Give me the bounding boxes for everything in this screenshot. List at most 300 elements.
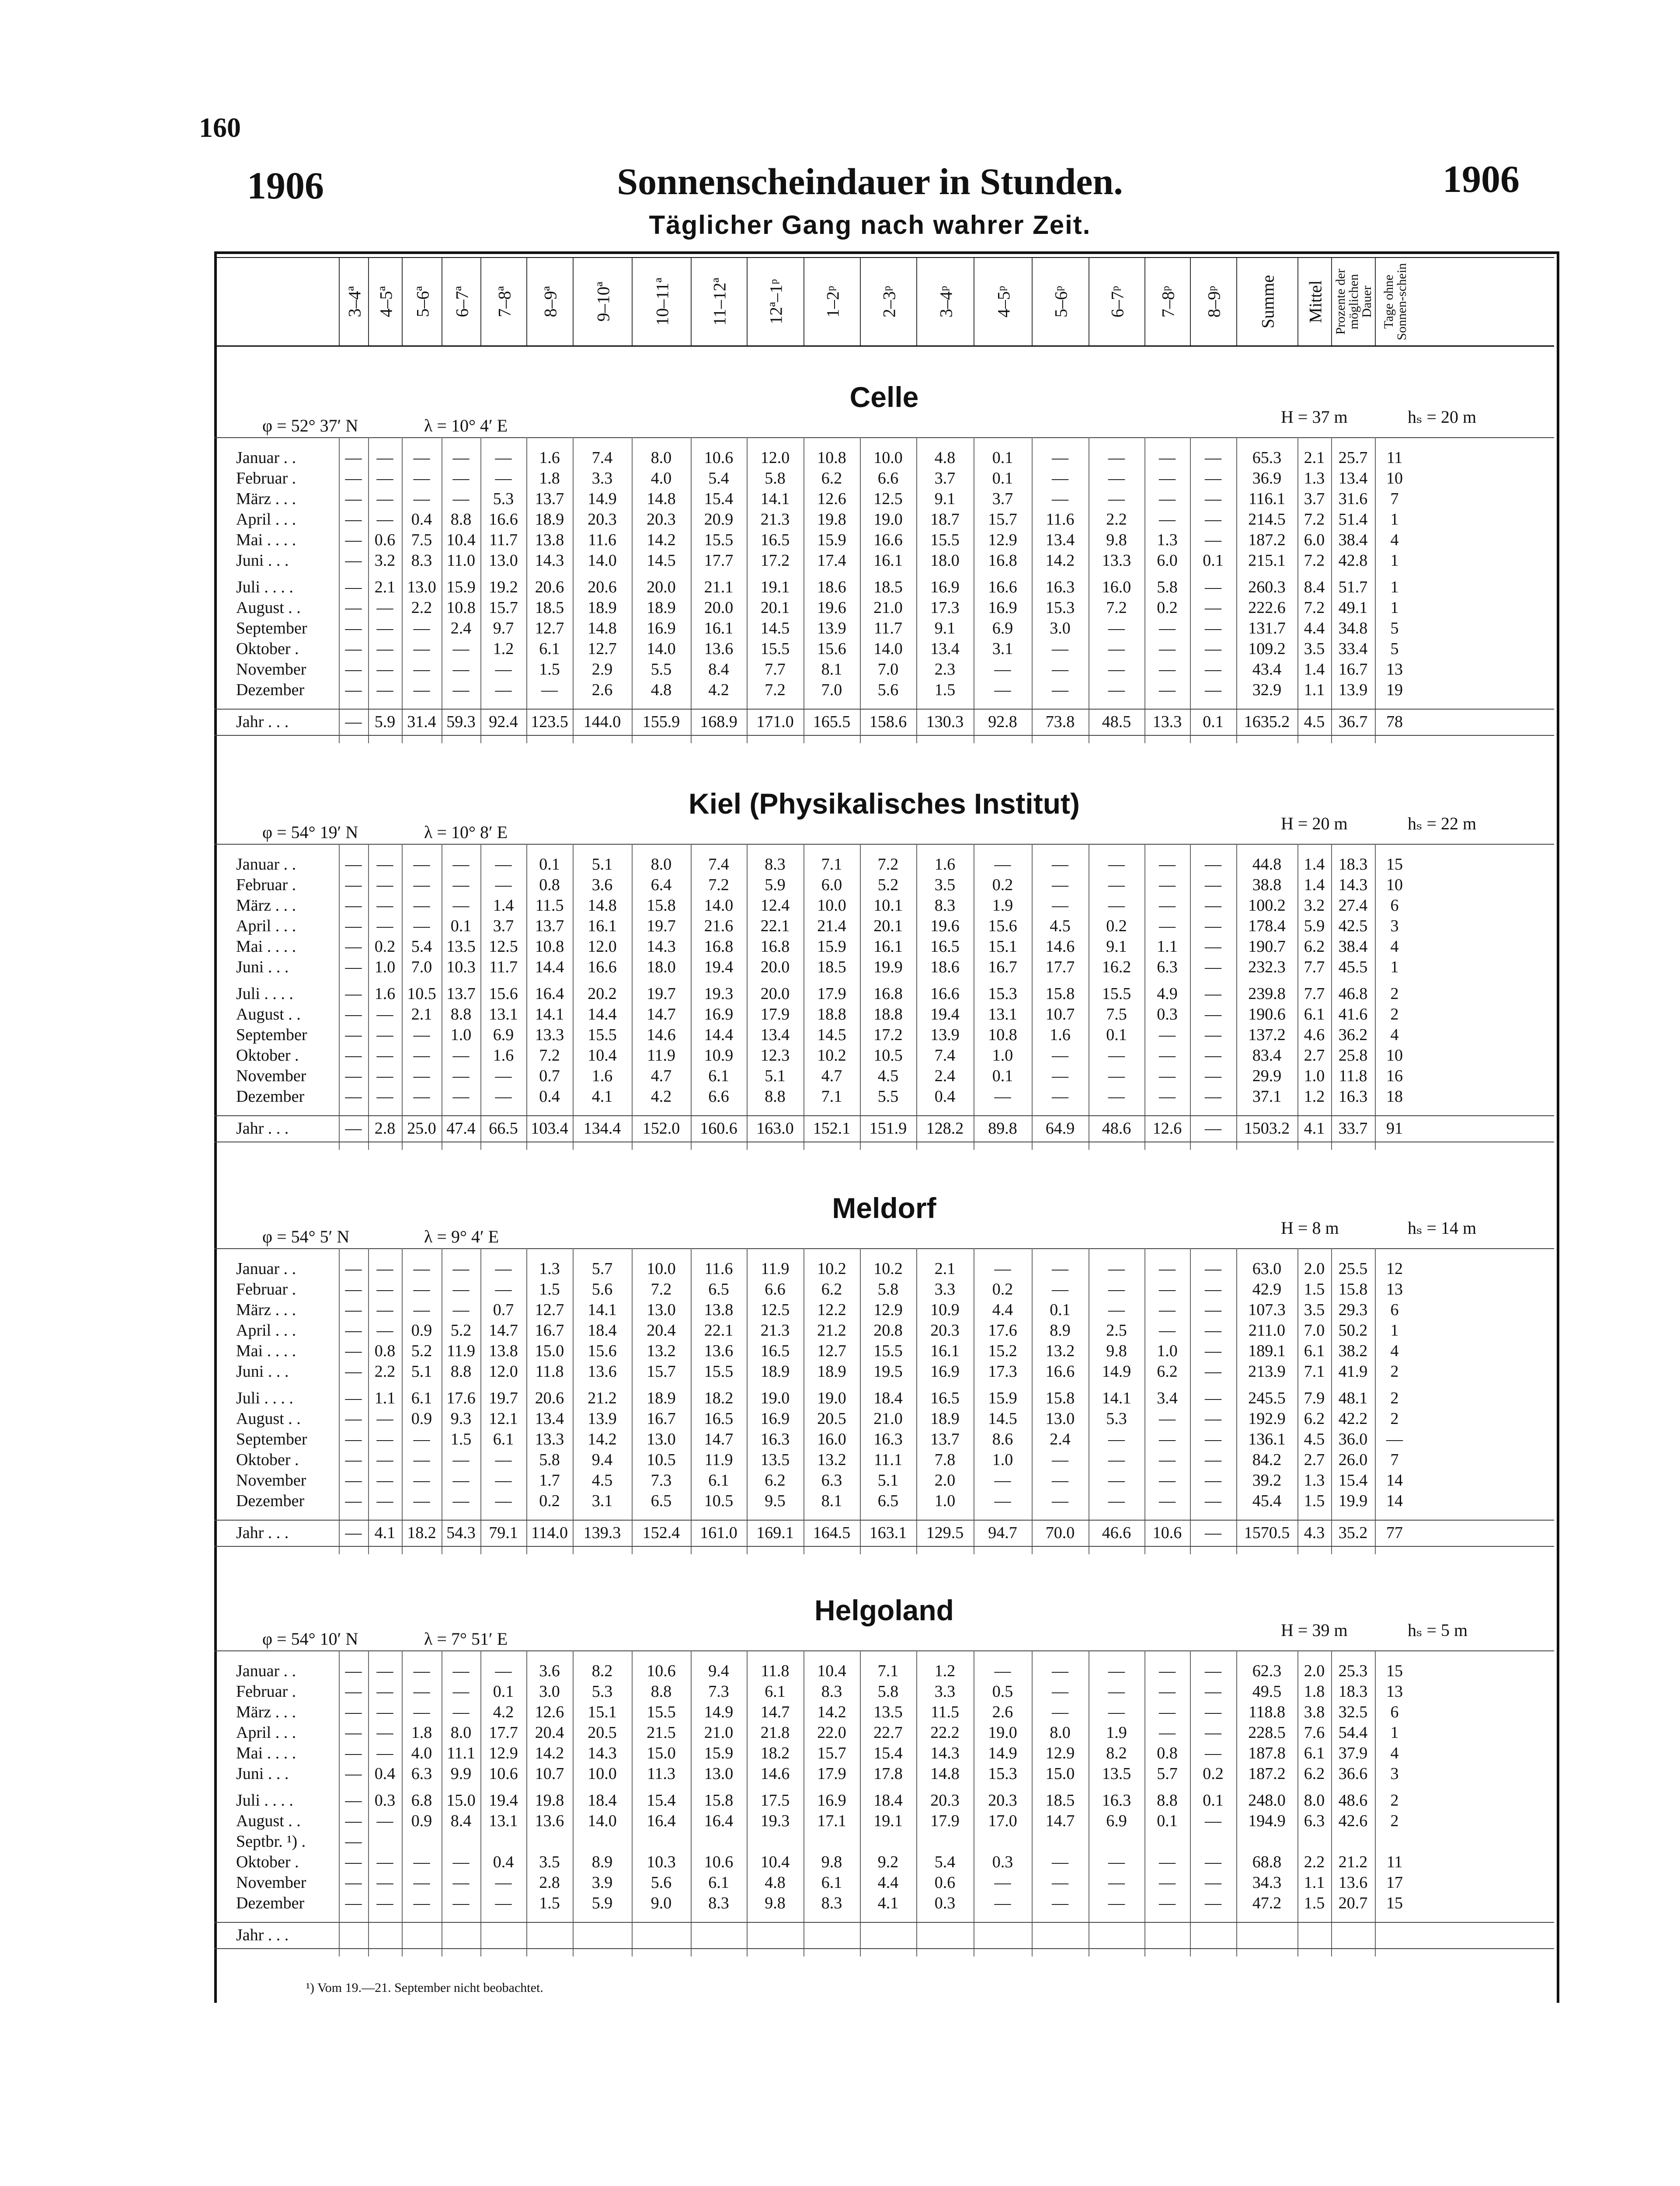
total-rule bbox=[214, 1922, 1554, 1923]
month-row-value: 11.8 bbox=[761, 1662, 790, 1680]
month-row-value: 13.3 bbox=[535, 1430, 564, 1448]
month-row-value: 13.2 bbox=[647, 1342, 676, 1360]
month-row-value: 5.8 bbox=[877, 1682, 899, 1701]
month-row-value: 15.9 bbox=[704, 1744, 734, 1762]
month-row-value: — bbox=[345, 958, 362, 976]
month-row-value: 17.7 bbox=[489, 1723, 518, 1742]
month-row-value: — bbox=[345, 1410, 362, 1428]
month-row-value: — bbox=[452, 1301, 470, 1319]
month-row-value: 14.5 bbox=[647, 551, 676, 570]
month-row-value: 1.5 bbox=[1304, 1894, 1325, 1912]
year-total-row-value: 0.1 bbox=[1203, 713, 1224, 731]
month-row-value: 1.6 bbox=[493, 1046, 514, 1065]
month-row-value: 245.5 bbox=[1248, 1389, 1286, 1407]
month-row-value: 2.0 bbox=[1304, 1260, 1325, 1278]
month-row-value: 1 bbox=[1390, 599, 1399, 617]
month-row-value: 16.5 bbox=[930, 1389, 960, 1407]
month-row-value: 15.1 bbox=[988, 937, 1017, 956]
month-row-value: 1.6 bbox=[934, 855, 956, 874]
year-total-row-label: Jahr . . . bbox=[236, 1524, 289, 1542]
month-row-value: 20.0 bbox=[760, 985, 790, 1003]
month-row-value: — bbox=[413, 1046, 430, 1065]
month-row-value: — bbox=[376, 1087, 393, 1106]
month-row-value: — bbox=[1052, 469, 1068, 487]
month-row-value: — bbox=[452, 660, 470, 679]
month-row-value: — bbox=[495, 1087, 512, 1106]
month-row-value: — bbox=[413, 1301, 430, 1319]
month-row-value: — bbox=[1205, 1389, 1221, 1407]
month-row-value: 17.9 bbox=[760, 1005, 790, 1023]
month-row-value: 0.7 bbox=[493, 1301, 514, 1319]
month-row-value: 5.2 bbox=[877, 876, 899, 894]
month-row-value: 1.1 bbox=[1304, 1873, 1325, 1892]
year-total-row-value: — bbox=[1205, 1119, 1221, 1138]
month-row-value: 13.2 bbox=[1045, 1342, 1075, 1360]
month-row-value: 1.5 bbox=[539, 660, 560, 679]
month-row-value: — bbox=[1159, 896, 1176, 915]
month-row-value: — bbox=[495, 1873, 512, 1892]
month-row-value: 13.5 bbox=[1102, 1765, 1131, 1783]
month-row-value: — bbox=[1159, 660, 1176, 679]
column-header bbox=[1331, 258, 1376, 345]
month-row-value: — bbox=[1108, 1046, 1125, 1065]
year-total-row-value: 10.6 bbox=[1152, 1524, 1182, 1542]
month-row-label: Septbr. ¹) . bbox=[236, 1832, 306, 1851]
month-row-value: 4.1 bbox=[591, 1087, 613, 1106]
month-row-value: 7 bbox=[1390, 1451, 1399, 1469]
month-row-value: 1.1 bbox=[1304, 681, 1325, 699]
month-row-label: Februar . bbox=[236, 1682, 296, 1701]
month-row-value: 19.0 bbox=[873, 510, 903, 529]
month-row-value: 239.8 bbox=[1248, 985, 1286, 1003]
month-row-value: 6.8 bbox=[411, 1791, 432, 1810]
month-row-value: 187.8 bbox=[1248, 1744, 1286, 1762]
column-header bbox=[480, 258, 527, 345]
month-row-value: 19.4 bbox=[930, 1005, 960, 1023]
year-total-row-value: 78 bbox=[1386, 713, 1403, 731]
month-row-value: — bbox=[495, 449, 512, 467]
month-row-value: 8.1 bbox=[821, 1492, 842, 1510]
month-row-value: 38.2 bbox=[1338, 1342, 1368, 1360]
month-row-value: 19.3 bbox=[760, 1812, 790, 1830]
month-row-value: 9.5 bbox=[765, 1492, 786, 1510]
month-row-value: 8.0 bbox=[450, 1723, 472, 1742]
column-header bbox=[442, 258, 481, 345]
month-row-value: 4 bbox=[1390, 1744, 1399, 1762]
month-row-value: 4.7 bbox=[821, 1067, 842, 1085]
month-row-value: — bbox=[994, 855, 1011, 874]
month-row-value: 0.2 bbox=[1203, 1765, 1224, 1783]
month-row-value: 1.0 bbox=[992, 1046, 1013, 1065]
month-row-value: — bbox=[376, 1492, 393, 1510]
month-row-value: 13.3 bbox=[1102, 551, 1131, 570]
month-row-value: 14.1 bbox=[535, 1005, 564, 1023]
month-row-value: 7.2 bbox=[650, 1280, 672, 1298]
month-row-value: — bbox=[1159, 469, 1176, 487]
month-row-value: 9.1 bbox=[934, 619, 956, 637]
month-row-value: 6 bbox=[1390, 896, 1399, 915]
month-row-label: November bbox=[236, 660, 306, 679]
month-row-label: Juli . . . . bbox=[236, 578, 293, 596]
month-row-value: 11.9 bbox=[647, 1046, 676, 1065]
month-row-value: 4.8 bbox=[765, 1873, 786, 1892]
month-row-value: 14.5 bbox=[988, 1410, 1017, 1428]
column-header-label: 11–12ª bbox=[710, 278, 730, 326]
month-row-value: 20.3 bbox=[988, 1791, 1017, 1810]
month-row-value: 47.2 bbox=[1252, 1894, 1282, 1912]
month-row-value: 12.2 bbox=[817, 1301, 846, 1319]
month-row-value: 7.8 bbox=[934, 1451, 956, 1469]
month-row-value: 10.6 bbox=[704, 449, 734, 467]
month-row-value: 14.2 bbox=[588, 1430, 617, 1448]
month-row-value: 11.5 bbox=[535, 896, 564, 915]
month-row-value: — bbox=[413, 1087, 430, 1106]
month-row-value: — bbox=[541, 681, 558, 699]
month-row-value: 0.3 bbox=[934, 1894, 956, 1912]
month-row-value: 14.7 bbox=[760, 1703, 790, 1721]
station-latitude: φ = 52° 37′ N bbox=[262, 416, 358, 435]
footnote: ¹) Vom 19.—21. September nicht beobachtet. bbox=[306, 1981, 543, 1995]
month-row-value: — bbox=[376, 449, 393, 467]
month-row-value: 20.5 bbox=[588, 1723, 617, 1742]
month-row-value: 13.7 bbox=[446, 985, 476, 1003]
month-row-label: Oktober . bbox=[236, 1046, 299, 1065]
year-total-row-value: 13.3 bbox=[1152, 713, 1182, 731]
month-row-value: 20.6 bbox=[535, 1389, 564, 1407]
month-row-value: 8.3 bbox=[821, 1682, 842, 1701]
month-row-value: 4 bbox=[1390, 937, 1399, 956]
month-row-value: 4.4 bbox=[1304, 619, 1325, 637]
month-row-value: 10.9 bbox=[930, 1301, 960, 1319]
month-row-value: 16.7 bbox=[988, 958, 1017, 976]
month-row-value: 18.7 bbox=[930, 510, 960, 529]
month-row-value: 15.7 bbox=[647, 1362, 676, 1381]
column-header bbox=[1144, 258, 1191, 345]
month-row-value: 3.3 bbox=[934, 1682, 956, 1701]
year-total-row-value: 54.3 bbox=[446, 1524, 476, 1542]
month-row-value: — bbox=[452, 449, 470, 467]
month-row-value: 16.1 bbox=[704, 619, 734, 637]
month-row-value: 26.0 bbox=[1338, 1451, 1368, 1469]
month-row-value: 21.6 bbox=[704, 917, 734, 935]
column-header-label: 7–8ᵖ bbox=[1158, 285, 1178, 318]
month-row-label: Dezember bbox=[236, 681, 305, 699]
month-row-value: 16.3 bbox=[760, 1430, 790, 1448]
month-row-value: 4 bbox=[1390, 531, 1399, 549]
month-row-value: 1.2 bbox=[934, 1662, 956, 1680]
month-row-value: 8.3 bbox=[765, 855, 786, 874]
month-row-value: — bbox=[452, 1046, 470, 1065]
column-header-label: Tage ohne Sonnen-schein bbox=[1381, 263, 1409, 341]
month-row-value: — bbox=[376, 640, 393, 658]
month-row-value: — bbox=[994, 1260, 1011, 1278]
year-total-row-value: 31.4 bbox=[407, 713, 436, 731]
month-row-value: — bbox=[413, 1873, 430, 1892]
month-row-value: 10.6 bbox=[489, 1765, 518, 1783]
year-total-row-label: Jahr . . . bbox=[236, 1926, 289, 1944]
month-row-value: — bbox=[376, 510, 393, 529]
month-row-value: — bbox=[345, 1723, 362, 1742]
month-row-value: 2 bbox=[1390, 985, 1399, 1003]
column-header bbox=[747, 258, 804, 345]
month-row-value: 9.3 bbox=[450, 1410, 472, 1428]
month-row-value: 16.5 bbox=[760, 531, 790, 549]
month-row-value: 7.7 bbox=[1304, 985, 1325, 1003]
month-row-value: — bbox=[413, 640, 430, 658]
station-block bbox=[214, 1167, 1554, 1561]
month-row-value: 13.0 bbox=[1045, 1410, 1075, 1428]
month-row-value: 14.2 bbox=[647, 531, 676, 549]
month-row-label: Dezember bbox=[236, 1087, 305, 1106]
year-total-row-value: 169.1 bbox=[756, 1524, 794, 1542]
month-row-value: 5.9 bbox=[765, 876, 786, 894]
month-row-value: 14.0 bbox=[647, 640, 676, 658]
month-row-value: 5.8 bbox=[765, 469, 786, 487]
month-row-value: — bbox=[345, 876, 362, 894]
month-row-value: 9.4 bbox=[591, 1451, 613, 1469]
month-row-value: 18.2 bbox=[760, 1744, 790, 1762]
year-total-row-value: 4.3 bbox=[1304, 1524, 1325, 1542]
month-row-value: — bbox=[1159, 1430, 1176, 1448]
month-row-value: 10.4 bbox=[760, 1853, 790, 1871]
month-row-value: — bbox=[345, 660, 362, 679]
month-row-value: — bbox=[1108, 1703, 1125, 1721]
month-row-value: 6.1 bbox=[1304, 1744, 1325, 1762]
month-row-value: 14.8 bbox=[647, 490, 676, 508]
year-total-row-value: 73.8 bbox=[1045, 713, 1075, 731]
month-row-value: — bbox=[1052, 1682, 1068, 1701]
month-row-value: — bbox=[413, 1280, 430, 1298]
year-total-row-value: 35.2 bbox=[1338, 1524, 1368, 1542]
month-row-value: — bbox=[345, 619, 362, 637]
month-row-value: — bbox=[1205, 1046, 1221, 1065]
month-row-value: 18.5 bbox=[817, 958, 846, 976]
column-header-label: 9–10ª bbox=[593, 282, 613, 322]
month-row-value: 1.6 bbox=[374, 985, 396, 1003]
month-row-value: 43.4 bbox=[1252, 660, 1282, 679]
month-row-value: 8.4 bbox=[1304, 578, 1325, 596]
month-row-value: 10.4 bbox=[446, 531, 476, 549]
month-row-value: — bbox=[1159, 1682, 1176, 1701]
year-total-row-value: 1570.5 bbox=[1244, 1524, 1290, 1542]
month-row-value: — bbox=[1108, 1430, 1125, 1448]
month-row-value: 15.6 bbox=[988, 917, 1017, 935]
month-row-value: 6.2 bbox=[1304, 937, 1325, 956]
month-row-value: 7 bbox=[1390, 490, 1399, 508]
month-row-value: 39.2 bbox=[1252, 1471, 1282, 1490]
month-row-label: April . . . bbox=[236, 1321, 296, 1340]
month-row-value: 12.7 bbox=[535, 1301, 564, 1319]
month-row-value: 16.3 bbox=[1102, 1791, 1131, 1810]
month-row-value: 16.4 bbox=[704, 1812, 734, 1830]
month-row-value: 16.6 bbox=[588, 958, 617, 976]
month-row-value: 14.2 bbox=[817, 1703, 846, 1721]
year-total-row-value: 66.5 bbox=[489, 1119, 518, 1138]
month-row-value: — bbox=[1159, 619, 1176, 637]
month-row-value: — bbox=[376, 681, 393, 699]
month-row-value: 0.4 bbox=[493, 1853, 514, 1871]
month-row-value: 11.9 bbox=[446, 1342, 476, 1360]
month-row-value: — bbox=[1108, 1301, 1125, 1319]
month-row-value: 2.8 bbox=[539, 1873, 560, 1892]
month-row-value: 5.6 bbox=[650, 1873, 672, 1892]
month-row-value: 6.5 bbox=[650, 1492, 672, 1510]
month-row-value: 1.3 bbox=[1157, 531, 1178, 549]
month-row-value: 10.9 bbox=[704, 1046, 734, 1065]
month-row-label: April . . . bbox=[236, 1723, 296, 1742]
month-row-value: 1.0 bbox=[450, 1026, 472, 1044]
month-row-value: 6.3 bbox=[411, 1765, 432, 1783]
month-row-value: — bbox=[345, 1087, 362, 1106]
year-total-row-value: 36.7 bbox=[1338, 713, 1368, 731]
month-row-value: — bbox=[452, 1873, 470, 1892]
year-total-row-value: 152.4 bbox=[642, 1524, 680, 1542]
month-row-value: 46.8 bbox=[1338, 985, 1368, 1003]
month-row-value: — bbox=[452, 1451, 470, 1469]
month-row-value: 10.0 bbox=[873, 449, 903, 467]
month-row-value: 17.6 bbox=[988, 1321, 1017, 1340]
year-total-row-value: 48.6 bbox=[1102, 1119, 1131, 1138]
month-row-value: — bbox=[994, 1471, 1011, 1490]
month-row-value: 7.2 bbox=[1106, 599, 1127, 617]
month-row-value: 14.4 bbox=[535, 958, 564, 976]
month-row-value: — bbox=[1108, 1280, 1125, 1298]
year-total-row-value: 92.8 bbox=[988, 713, 1017, 731]
month-row-value: 14.6 bbox=[1045, 937, 1075, 956]
month-row-value: — bbox=[1108, 876, 1125, 894]
month-row-value: 5.8 bbox=[539, 1451, 560, 1469]
month-row-value: 21.3 bbox=[760, 1321, 790, 1340]
month-row-label: Juli . . . . bbox=[236, 985, 293, 1003]
month-row-value: — bbox=[1159, 1703, 1176, 1721]
month-row-value: — bbox=[452, 1087, 470, 1106]
month-row-value: 11.9 bbox=[761, 1260, 790, 1278]
month-row-value: 2.1 bbox=[411, 1005, 432, 1023]
month-row-value: 2.7 bbox=[1304, 1451, 1325, 1469]
month-row-value: — bbox=[345, 1362, 362, 1381]
month-row-value: 20.5 bbox=[817, 1410, 846, 1428]
month-row-value: 187.2 bbox=[1248, 531, 1286, 549]
month-row-value: 7.7 bbox=[765, 660, 786, 679]
month-row-value: 15.8 bbox=[1338, 1280, 1368, 1298]
month-row-value: 27.4 bbox=[1338, 896, 1368, 915]
month-row-value: 29.3 bbox=[1338, 1301, 1368, 1319]
column-header bbox=[1089, 258, 1145, 345]
month-row-value: 6.5 bbox=[877, 1492, 899, 1510]
year-total-row-value: 4.1 bbox=[374, 1524, 396, 1542]
month-row-value: 16.3 bbox=[1338, 1087, 1368, 1106]
month-row-value: 15.1 bbox=[588, 1703, 617, 1721]
column-header-label: 5–6ᵖ bbox=[1051, 285, 1071, 318]
station-name: Meldorf bbox=[832, 1192, 936, 1224]
month-row-value: 8.9 bbox=[1050, 1321, 1071, 1340]
month-row-value: 15.5 bbox=[588, 1026, 617, 1044]
year-right: 1906 bbox=[1443, 158, 1520, 201]
month-row-value: 9.4 bbox=[708, 1662, 729, 1680]
month-row-value: 36.0 bbox=[1338, 1430, 1368, 1448]
month-row-value: 5.9 bbox=[1304, 917, 1325, 935]
month-row-value: 6.6 bbox=[708, 1087, 729, 1106]
month-row-value: 10.8 bbox=[535, 937, 564, 956]
month-row-value: 22.1 bbox=[760, 917, 790, 935]
month-row-value: — bbox=[495, 1894, 512, 1912]
year-total-row-value: 64.9 bbox=[1045, 1119, 1075, 1138]
month-row-value: — bbox=[345, 1342, 362, 1360]
month-row-value: 42.5 bbox=[1338, 917, 1368, 935]
month-row-value: — bbox=[452, 896, 470, 915]
month-row-value: 0.1 bbox=[1106, 1026, 1127, 1044]
page-number: 160 bbox=[199, 112, 241, 143]
month-row-value: — bbox=[994, 1492, 1011, 1510]
month-row-value: 8.0 bbox=[1304, 1791, 1325, 1810]
month-row-value: — bbox=[1205, 1005, 1221, 1023]
month-row-value: 215.1 bbox=[1248, 551, 1286, 570]
month-row-value: 7.0 bbox=[411, 958, 432, 976]
year-total-row-label: Jahr . . . bbox=[236, 713, 289, 731]
month-row-label: August . . bbox=[236, 1812, 301, 1830]
month-row-value: — bbox=[495, 1471, 512, 1490]
month-row-value: — bbox=[376, 1005, 393, 1023]
month-row-value: — bbox=[495, 681, 512, 699]
month-row-value: 190.7 bbox=[1248, 937, 1286, 956]
month-row-value: — bbox=[495, 855, 512, 874]
month-row-value: 48.6 bbox=[1338, 1791, 1368, 1810]
month-row-value: 1.9 bbox=[1106, 1723, 1127, 1742]
month-row-value: 3.0 bbox=[539, 1682, 560, 1701]
month-row-value: 14.6 bbox=[760, 1765, 790, 1783]
month-row-value: — bbox=[376, 1744, 393, 1762]
month-row-value: 62.3 bbox=[1252, 1662, 1282, 1680]
month-row-value: 131.7 bbox=[1248, 619, 1286, 637]
month-row-value: 13.4 bbox=[930, 640, 960, 658]
month-row-label: März . . . bbox=[236, 896, 296, 915]
month-row-value: 1.3 bbox=[539, 1260, 560, 1278]
month-row-value: — bbox=[1205, 449, 1221, 467]
year-total-row-value: 79.1 bbox=[489, 1524, 518, 1542]
month-row-value: 13.4 bbox=[1045, 531, 1075, 549]
month-row-value: — bbox=[1205, 469, 1221, 487]
column-header-label: 3–4ᵖ bbox=[936, 285, 956, 318]
station-name: Kiel (Physikalisches Institut) bbox=[689, 787, 1080, 820]
month-row-value: 0.6 bbox=[374, 531, 396, 549]
station-rule bbox=[214, 1650, 1554, 1651]
total-rule bbox=[214, 1520, 1554, 1521]
month-row-label: Juni . . . bbox=[236, 551, 289, 570]
month-row-value: 6.6 bbox=[877, 469, 899, 487]
month-row-value: 17 bbox=[1386, 1873, 1403, 1892]
month-row-value: 15.7 bbox=[988, 510, 1017, 529]
month-row-value: 14.0 bbox=[704, 896, 734, 915]
month-row-value: 10.8 bbox=[988, 1026, 1017, 1044]
month-row-value: 16.5 bbox=[930, 937, 960, 956]
month-row-value: 3.2 bbox=[1304, 896, 1325, 915]
year-total-row-value: 1503.2 bbox=[1244, 1119, 1290, 1138]
year-total-row-value: 171.0 bbox=[756, 713, 794, 731]
month-row-value: 2.4 bbox=[934, 1067, 956, 1085]
month-row-value: 11 bbox=[1386, 1853, 1403, 1871]
month-row-value: — bbox=[1159, 1410, 1176, 1428]
month-row-value: 9.8 bbox=[765, 1894, 786, 1912]
month-row-value: 187.2 bbox=[1248, 1765, 1286, 1783]
month-row-value: 19.8 bbox=[535, 1791, 564, 1810]
month-row-value: 9.8 bbox=[821, 1853, 842, 1871]
month-row-value: — bbox=[1159, 1894, 1176, 1912]
month-row-value: 2.9 bbox=[591, 660, 613, 679]
month-row-value: 16.8 bbox=[873, 985, 903, 1003]
month-row-value: 10.7 bbox=[1045, 1005, 1075, 1023]
year-total-row-value: 163.0 bbox=[756, 1119, 794, 1138]
month-row-value: — bbox=[1159, 681, 1176, 699]
